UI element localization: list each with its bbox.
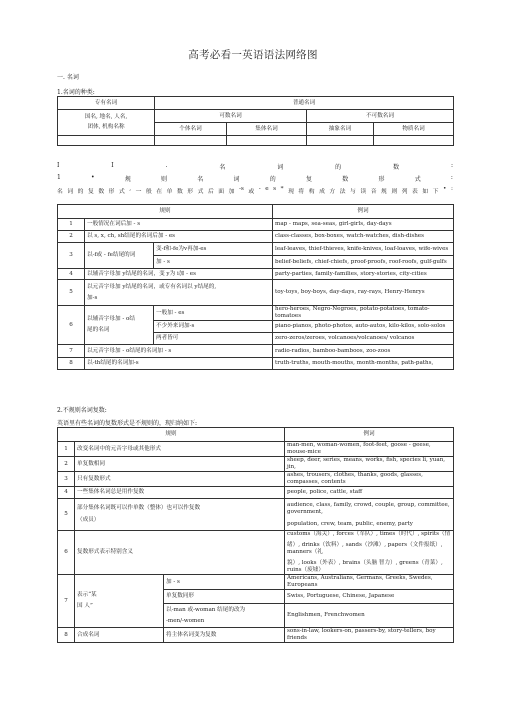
- heading-glyph: 形: [187, 189, 194, 195]
- heading-glyph: •: [91, 174, 95, 181]
- table-row: 6 以辅音字母加 - o结 尾的名词 一般加 - es hero-heroes, Negro-Negroes, potato-potatoes, tomato-tomatoes: [58, 306, 454, 321]
- heading-glyph: 则: [391, 189, 398, 195]
- heading-glyph: 规: [381, 189, 387, 195]
- heading-glyph: 名: [197, 176, 204, 183]
- heading-glyph: 的: [77, 189, 84, 195]
- page-title: 高考必看一英语语法网络图: [188, 49, 318, 61]
- heading-glyph: 复: [305, 176, 312, 183]
- plural-intro-text: [57, 186, 453, 195]
- heading-glyph: 则: [161, 176, 168, 183]
- table-row: 1 改变名词中的元音字母或其他形式 man-men, woman-women, foot-feet, goose - geese, mouse-mice: [58, 442, 454, 457]
- heading-glyph: 下: [432, 189, 439, 195]
- heading-glyph: 面: [218, 189, 225, 195]
- heading-glyph: 方: [329, 189, 336, 195]
- table-row: 2 以 s, x, ch, sh结尾的名词后加 - es class-classes, box-boxes, watch-watches, dish-dishes: [58, 231, 454, 243]
- heading-glyph: 式: [414, 176, 421, 183]
- section-heading-nouns: 一. 名词: [57, 74, 79, 81]
- heading-glyph: 列: [401, 189, 408, 195]
- heading-regular-plurals: [57, 174, 453, 183]
- regular-plural-table: [57, 204, 454, 370]
- table-row: 8 以-th结尾的名词加-s truth-truths, mouth-mouths, month-months, path-paths,: [58, 358, 454, 370]
- table-row: 5 以元音字母加 y结尾的名词，或专有名词以 y结尾的, 加-s toy-toys, boy-boys, day-days, ray-rays, Henry-Henrys: [58, 280, 454, 306]
- heading-glyph: 将: [298, 189, 305, 195]
- heading-glyph: .: [165, 162, 168, 169]
- heading-glyph: e: [265, 186, 269, 192]
- heading-glyph: 的: [335, 164, 342, 171]
- example-header: 例词: [273, 205, 454, 219]
- material-noun: 物质名词: [374, 123, 454, 136]
- heading-glyph: 形: [378, 176, 385, 183]
- heading-glyph: I: [57, 162, 60, 169]
- heading-glyph: •: [443, 186, 447, 192]
- heading-glyph: I: [111, 162, 114, 169]
- table-row: 3 只有复数形式 ashes, trousers, clothes, thanks, goods, glasses, compasses, contents: [58, 472, 454, 487]
- heading-glyph: 复: [87, 189, 94, 195]
- heading-glyph: 名: [219, 164, 226, 171]
- heading-number-of-nouns: [57, 162, 453, 171]
- table-row: 两者皆可 zero-zeros/zeroes, volcanoes/volcanoes/ volcanos: [58, 333, 454, 345]
- heading-glyph: :: [450, 186, 453, 192]
- table-row: 4 一些集体名词总是用作复数 people, police, cattle, staff: [58, 487, 454, 499]
- countable-header: 可数名词: [155, 110, 307, 123]
- table-row: 5 部分集体名词既可以作单数（整体）也可以作复数 （成员） audience, class, family, crowd, couple, group, committee, government, population, crew, team, public, enemy, party: [58, 499, 454, 531]
- table-row: 4 以辅音字母加 y结尾的名词，变 y为 i加 - es party-parties, family-families, story-stories, city-cities: [58, 269, 454, 280]
- heading-glyph: 后: [207, 189, 214, 195]
- rule-header: 规则: [58, 205, 273, 219]
- collective-noun: 集体名词: [227, 123, 307, 136]
- common-noun-header: 普通名词: [155, 97, 454, 110]
- noun-kinds-table: [57, 96, 454, 146]
- heading-glyph: 一: [135, 189, 142, 195]
- heading-glyph: ,: [129, 186, 132, 192]
- heading-glyph: 数: [342, 176, 349, 183]
- table-row: 3 以-f或 - fe结尾的词 变-f和-fe为v再加-es leaf-leaves, thief-thieves, knife-knives, loaf-loaves, wife-wives: [58, 243, 454, 256]
- heading-glyph: 词: [277, 164, 284, 171]
- subsection-noun-kinds: 1.名词的种类:: [57, 89, 95, 96]
- heading-glyph: 词: [233, 176, 240, 183]
- heading-glyph: 名: [57, 189, 63, 195]
- heading-glyph: 表: [412, 189, 418, 195]
- table-row: 2 单复数相同 sheep, deer, series, means, works, fish, species li, yuan, jin,: [58, 457, 454, 472]
- irregular-plurals-intro: 英语里有些名词的复数形式是不规则的，现归纳如下:: [57, 420, 198, 427]
- heading-glyph: 般: [145, 189, 152, 195]
- heading-glyph: -: [258, 186, 261, 192]
- heading-glyph: 规: [124, 176, 131, 183]
- table-row: 7 表示“某 国 人” 加 - s Americans, Australians, Germans, Greeks, Swedes, Europeans: [58, 575, 454, 590]
- heading-glyph: 在: [156, 189, 163, 195]
- heading-glyph: 音: [370, 189, 377, 195]
- table-row: 以-man 或-woman 结尾的改为 -men/-women Englishmen, Frenchwomen: [58, 604, 454, 628]
- heading-glyph: 数: [393, 164, 400, 171]
- table-row: 7 以元音字母加 - o结尾的名词加 - s radio-radios, bamboo-bamboos, zoo-zoos: [58, 345, 454, 358]
- table-row: 单复数同形 Swiss, Portuguese, Chinese, Japanese: [58, 590, 454, 604]
- heading-glyph: *: [280, 186, 284, 192]
- heading-glyph: -s: [238, 186, 244, 192]
- table-row: 6 复数形式表示特别含义 customs（海关）, forces（军队）, times（时代）, spirits（情 绪）, drinks（饮料）, sands（沙滩）, papers（文件报纸）, manners（礼 貌）, looks（外表）, brains（头脑 智力）, greens（青菜）, ruins（废墟）: [58, 531, 454, 575]
- heading-glyph: 的: [269, 176, 276, 183]
- heading-glyph: :: [450, 174, 453, 181]
- heading-glyph: 成: [319, 189, 325, 195]
- heading-glyph: 构: [308, 189, 315, 195]
- proper-noun-header: 专有名词: [58, 97, 155, 110]
- subsection-irregular-plurals: 2.不规则名词复数:: [57, 407, 107, 414]
- heading-glyph: 读: [360, 189, 367, 195]
- heading-glyph: 单: [166, 189, 173, 195]
- heading-glyph: 数: [176, 189, 183, 195]
- irregular-plural-table: [57, 427, 454, 643]
- heading-glyph: 现: [288, 189, 294, 195]
- heading-glyph: 如: [422, 189, 429, 195]
- table-row: 1 一般情况在词后加 - s map - maps, sea-seas, girl-girls, day-days: [58, 219, 454, 231]
- example-header: 例词: [285, 428, 454, 442]
- table-row: 加 - s belief-beliefs, chief-chiefs, proof-proofs, roof-roofs, gulf-gulfs: [58, 256, 454, 269]
- heading-glyph: 形: [108, 189, 115, 195]
- heading-glyph: 法: [339, 189, 346, 195]
- heading-glyph: s: [273, 186, 277, 192]
- abstract-noun: 抽象名词: [307, 123, 374, 136]
- heading-glyph: 式: [197, 189, 204, 195]
- rule-header: 规则: [58, 428, 285, 442]
- heading-glyph: 与: [350, 189, 356, 195]
- proper-noun-desc: 国名, 地名, 人名, 团体, 机构名称: [58, 110, 155, 136]
- heading-glyph: 加: [228, 189, 235, 195]
- individual-noun: 个体名词: [155, 123, 227, 136]
- heading-glyph: :: [450, 162, 453, 169]
- uncountable-header: 不可数名词: [307, 110, 454, 123]
- heading-glyph: 1: [57, 174, 61, 181]
- heading-glyph: 式: [118, 189, 125, 195]
- heading-glyph: 或: [248, 189, 255, 195]
- heading-glyph: 数: [98, 189, 105, 195]
- heading-glyph: 词: [67, 189, 74, 195]
- table-row: 不少外来词加-s piano-pianos, photo-photos, auto-autos, kilo-kilos, solo-solos: [58, 321, 454, 333]
- table-row: 8 合成名词 将主体名词变为复数 sons-in-law, lookers-on, passers-by, story-tellers, boy friends: [58, 628, 454, 643]
